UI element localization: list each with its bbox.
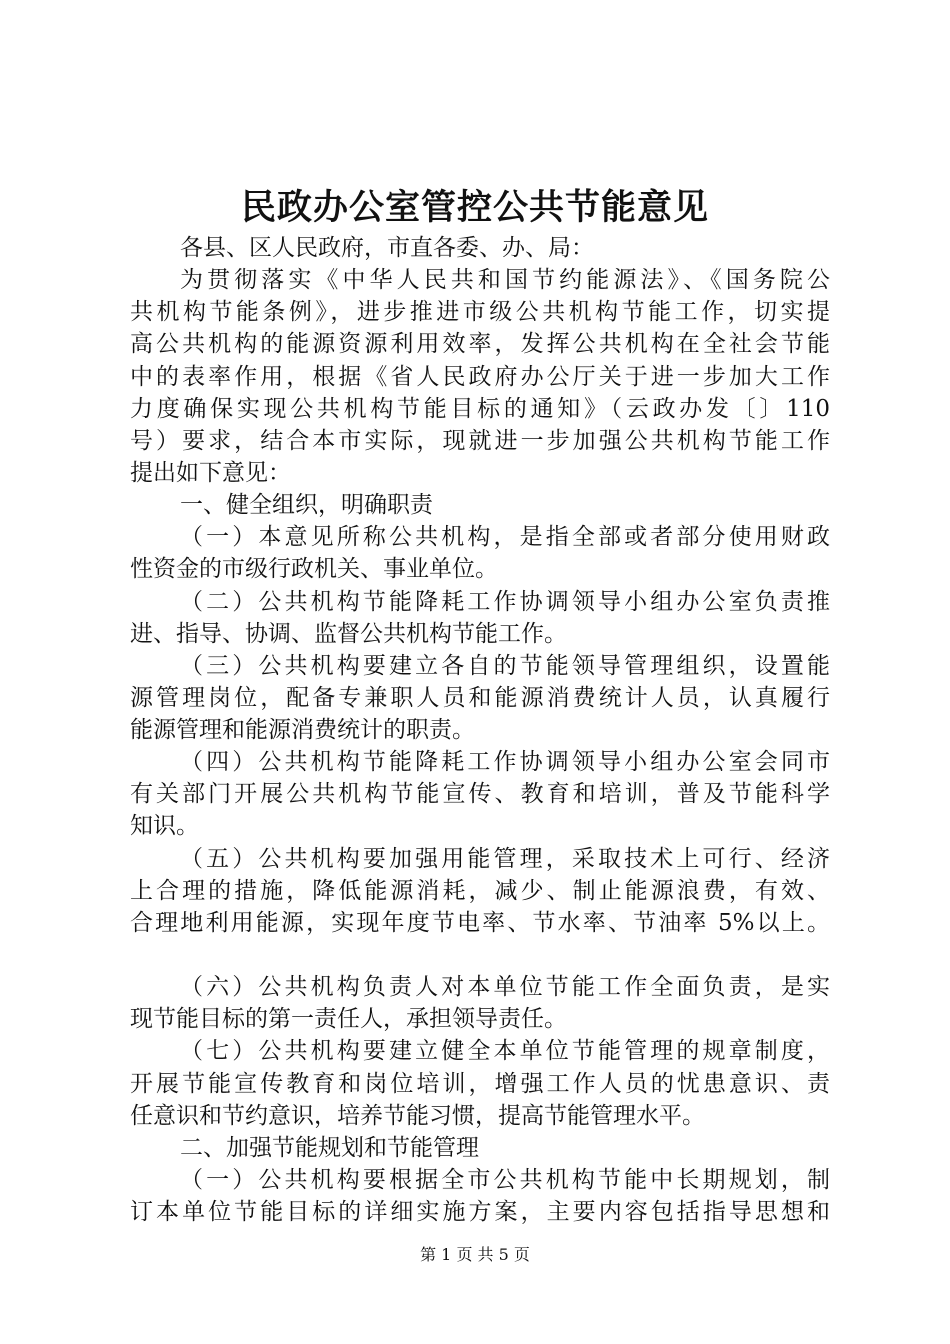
text-line: 源管理岗位，配备专兼职人员和能源消费统计人员，认真履行 <box>130 685 830 711</box>
text-line: （六）公共机构负责人对本单位节能工作全面负责，是实 <box>180 974 830 1000</box>
text-line: 为贯彻落实《中华人民共和国节约能源法》、《国务院公 <box>180 267 830 293</box>
text-line: 任意识和节约意识，培养节能习惯，提高节能管理水平。 <box>130 1103 705 1129</box>
text-line: 进、指导、协调、监督公共机构节能工作。 <box>130 621 567 647</box>
text-line: 各县、区人民政府，市直各委、办、局： <box>180 235 594 261</box>
section-heading: 二、加强节能规划和节能管理 <box>180 1135 479 1161</box>
text-line: 提出如下意见： <box>130 460 291 486</box>
document-title: 民政办公室管控公共节能意见 <box>240 188 709 228</box>
text-line: 上合理的措施，降低能源消耗，减少、制止能源浪费，有效、 <box>130 878 830 904</box>
text-line: 有关部门开展公共机构节能宣传、教育和培训，普及节能科学 <box>130 781 830 807</box>
text-line: 能源管理和能源消费统计的职责。 <box>130 717 475 743</box>
text-line: 力度确保实现公共机构节能目标的通知》（云政办发〔〕110 <box>130 396 830 422</box>
text-line: （一）公共机构要根据全市公共机构节能中长期规划，制 <box>180 1167 830 1193</box>
text-line: （三）公共机构要建立各自的节能领导管理组织，设置能 <box>180 653 830 679</box>
text-line: 中的表率作用，根据《省人民政府办公厅关于进一步加大工作 <box>130 364 830 390</box>
text-line: （七）公共机构要建立健全本单位节能管理的规章制度， <box>180 1038 830 1064</box>
text-line: 现节能目标的第一责任人，承担领导责任。 <box>130 1006 567 1032</box>
text-line: 共机构节能条例》，进步推进市级公共机构节能工作，切实提 <box>130 299 830 325</box>
text-line: 高公共机构的能源资源利用效率，发挥公共机构在全社会节能 <box>130 331 830 357</box>
text-line: 开展节能宣传教育和岗位培训，增强工作人员的忧患意识、责 <box>130 1071 830 1097</box>
section-heading: 一、健全组织，明确职责 <box>180 492 433 518</box>
text-line: 合理地利用能源，实现年度节电率、节水率、节油率 5%以上。 <box>130 910 830 936</box>
text-line: （四）公共机构节能降耗工作协调领导小组办公室会同市 <box>180 749 830 775</box>
text-line: 知识。 <box>130 813 199 839</box>
text-line: 性资金的市级行政机关、事业单位。 <box>130 556 498 582</box>
text-line: （一）本意见所称公共机构，是指全部或者部分使用财政 <box>180 524 830 550</box>
text-line: （五）公共机构要加强用能管理，采取技术上可行、经济 <box>180 846 830 872</box>
text-line: 订本单位节能目标的详细实施方案，主要内容包括指导思想和 <box>130 1199 830 1225</box>
page-number-footer: 第 1 页 共 5 页 <box>420 1245 530 1264</box>
text-line: （二）公共机构节能降耗工作协调领导小组办公室负责推 <box>180 589 830 615</box>
text-line: 号）要求，结合本市实际，现就进一步加强公共机构节能工作 <box>130 428 830 454</box>
